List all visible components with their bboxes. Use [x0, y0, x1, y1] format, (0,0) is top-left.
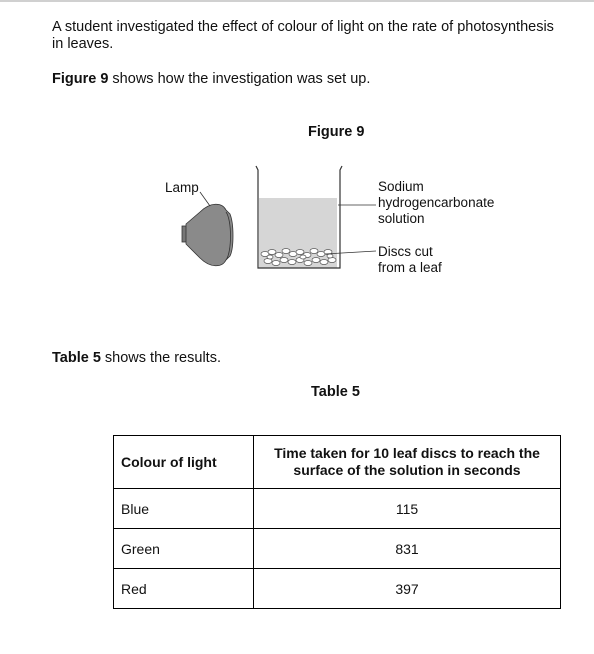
- table-reference-sentence: [52, 350, 582, 367]
- figure-caption: Figure 9: [308, 124, 365, 140]
- solution-label: [378, 179, 494, 227]
- table-reference-text: shows the results.: [100, 350, 221, 366]
- discs-label: [378, 244, 442, 276]
- intro-line-2: in leaves.: [52, 36, 114, 52]
- solution-label-line-3: solution: [378, 211, 425, 226]
- discs-label-line-2: from a leaf: [378, 260, 442, 275]
- figure-reference-text: shows how the investigation was set up.: [108, 71, 371, 87]
- solution-label-line-2: hydrogencarbonate: [378, 195, 495, 210]
- table-row: [114, 489, 561, 529]
- beaker-drawing: [256, 166, 342, 268]
- solution-label-line-1: Sodium: [378, 179, 424, 194]
- discs-label-line-1: Discs cut: [378, 244, 433, 259]
- figure-reference-bold: Figure 9: [52, 71, 109, 87]
- row-colour-cell: Blue: [114, 489, 254, 529]
- lamp-drawing: [182, 192, 233, 266]
- figure-reference-sentence: [52, 71, 582, 88]
- header-time-line-2: surface of the solution in seconds: [293, 462, 521, 478]
- table-header-row: [114, 436, 561, 489]
- table-row: [114, 529, 561, 569]
- row-time-cell: 115: [254, 489, 561, 529]
- table-caption: Table 5: [311, 384, 360, 400]
- intro-paragraph: [52, 19, 582, 53]
- results-table: [113, 435, 561, 609]
- header-time-line-1: Time taken for 10 leaf discs to reach the: [274, 445, 540, 461]
- header-time-taken: [254, 436, 561, 489]
- row-time-cell: 397: [254, 569, 561, 609]
- experiment-diagram: [160, 160, 380, 280]
- row-time-cell: 831: [254, 529, 561, 569]
- table-reference-bold: Table 5: [52, 350, 101, 366]
- table-row: [114, 569, 561, 609]
- page-top-rule: [0, 0, 594, 2]
- header-colour-of-light: Colour of light: [114, 436, 254, 489]
- intro-line-1: A student investigated the effect of colour of light on the rate of photosynthesis: [52, 19, 554, 35]
- lamp-label: Lamp: [165, 180, 199, 195]
- row-colour-cell: Green: [114, 529, 254, 569]
- row-colour-cell: Red: [114, 569, 254, 609]
